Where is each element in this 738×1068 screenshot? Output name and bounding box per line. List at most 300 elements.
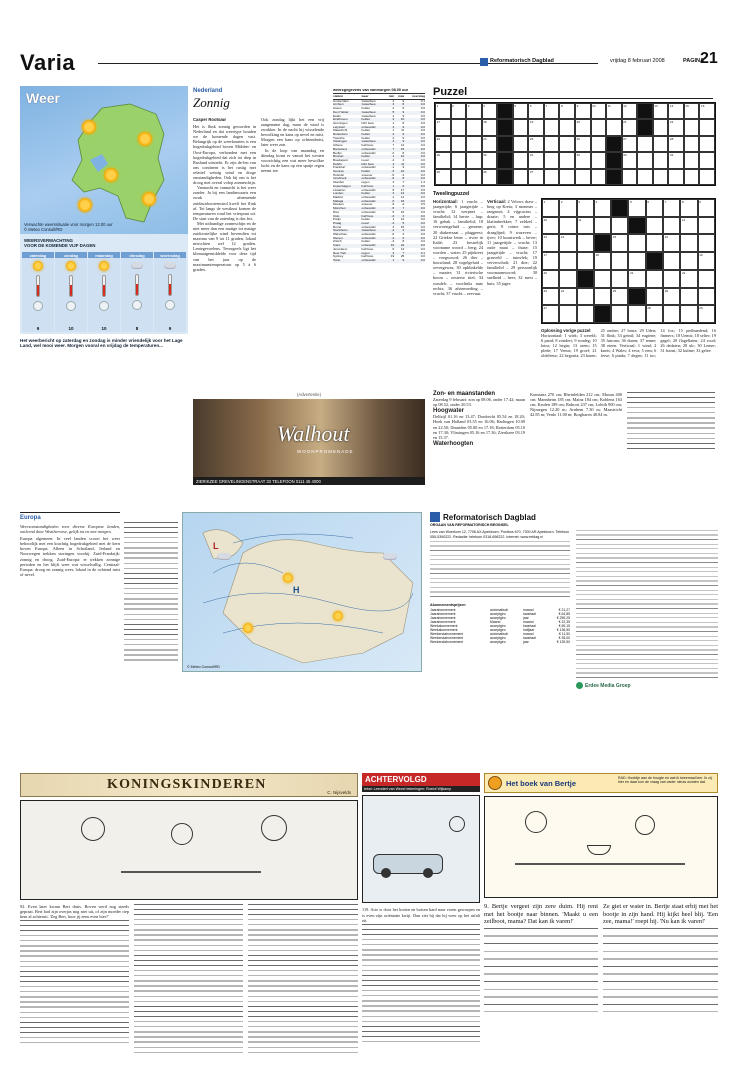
crossword-cell-number: 4 xyxy=(483,104,485,108)
crossword-cell[interactable] xyxy=(606,119,622,135)
weather-table-cell: nevel xyxy=(361,157,369,162)
sun-icon xyxy=(243,623,253,633)
crossword-cell[interactable] xyxy=(435,136,451,152)
forecast-day xyxy=(55,252,87,332)
crossword-cell[interactable] xyxy=(513,136,529,152)
crossword-cell[interactable] xyxy=(513,103,529,119)
figure-sketch xyxy=(525,811,547,833)
forecast-day xyxy=(88,252,120,332)
crossword-cell[interactable] xyxy=(663,288,680,306)
walhout-brand: Walhout xyxy=(277,421,350,446)
crossword-cell[interactable] xyxy=(663,199,680,217)
crossword-cell[interactable] xyxy=(577,288,594,306)
weather-table-cell: -3 xyxy=(391,213,395,218)
crossword-cell[interactable] xyxy=(528,169,544,185)
abonnement-cell: € 139,50 xyxy=(556,640,570,645)
table-sketch xyxy=(121,871,261,873)
crossword-cell[interactable] xyxy=(594,199,611,217)
crossword-cell[interactable] xyxy=(513,169,529,185)
crossword-cell-number: 34 xyxy=(669,153,674,158)
crossword-cell[interactable] xyxy=(698,288,715,306)
crossword-cell[interactable] xyxy=(435,152,451,168)
crossword-cell-number: 31 xyxy=(529,153,534,158)
crossword-cell[interactable] xyxy=(575,103,591,119)
crossword-cell[interactable] xyxy=(451,103,467,119)
crossword-cell[interactable] xyxy=(482,152,498,168)
crossword-cell-number: 32 xyxy=(576,153,580,158)
crossword-cell[interactable] xyxy=(591,169,607,185)
crossword-cell[interactable] xyxy=(466,103,482,119)
crossword-cell[interactable] xyxy=(699,103,715,119)
crossword-cell-number: 3 xyxy=(578,200,580,204)
crossword-cell xyxy=(497,136,513,152)
crossword-cell[interactable] xyxy=(699,119,715,135)
crossword-cell[interactable] xyxy=(559,169,575,185)
crossword-cell xyxy=(594,305,611,323)
crossword-cell[interactable] xyxy=(680,217,697,235)
weather-table-cell: helder xyxy=(361,117,371,122)
crossword-cell-number: 20 xyxy=(576,120,580,125)
crossword-cell[interactable] xyxy=(577,305,594,323)
crossword-cell[interactable] xyxy=(698,270,715,288)
weather-table-cell: 9 xyxy=(402,124,405,129)
forecast-day xyxy=(121,252,153,332)
crossword-cell[interactable] xyxy=(559,152,575,168)
cloud-icon xyxy=(217,553,231,560)
koningskinderen-title: KONINGSKINDEREN xyxy=(107,777,267,792)
crossword-cell-number: 29 xyxy=(699,306,703,311)
weather-table-cell: zwaarbew. xyxy=(361,113,377,118)
boat-sketch xyxy=(587,845,611,855)
weather-table-cell: 1 xyxy=(392,154,395,159)
crossword-cell[interactable] xyxy=(594,270,611,288)
weather-table-cell: -4 xyxy=(401,202,405,207)
crossword-cell-number: 6 xyxy=(647,200,650,204)
weather-table-cell: 0.0 xyxy=(420,169,425,174)
weather-table-cell: 0.0 xyxy=(420,209,425,214)
weer-title: Weer xyxy=(26,90,60,106)
crossword-cell[interactable] xyxy=(680,270,697,288)
crossword-cell[interactable] xyxy=(594,288,611,306)
thermometer-icon xyxy=(36,275,40,297)
weather-table-cell: 9 xyxy=(402,257,405,262)
koningskinderen-strip xyxy=(20,773,358,1063)
crossword-cell[interactable] xyxy=(628,252,645,270)
koningskinderen-banner xyxy=(20,773,358,797)
crossword-cell[interactable] xyxy=(646,199,663,217)
forecast-day-label: woensdag xyxy=(154,252,186,258)
forecast-day-label: zaterdag xyxy=(22,252,54,258)
crossword-cell[interactable] xyxy=(646,288,663,306)
crossword-cell[interactable] xyxy=(466,136,482,152)
abonnement-cell: Weekabonnement xyxy=(430,628,458,633)
crossword-cell[interactable] xyxy=(698,234,715,252)
europa-intro: Weersomstandigheden voor diverse Europese landen, ontleend door Weatherwise, gelijk tot en met morgen. xyxy=(20,524,120,535)
weather-table-cell: 0.0 xyxy=(420,176,425,181)
weather-table-cell: 3.1 xyxy=(420,250,425,255)
cloud-icon xyxy=(383,553,397,560)
crossword-cell[interactable] xyxy=(513,152,529,168)
nederland-kicker: Nederland xyxy=(193,88,223,94)
weather-table-cell: -1 xyxy=(391,194,395,199)
weather-table-cell: Genève xyxy=(333,169,344,174)
weather-table-cell: -1 xyxy=(401,172,405,177)
crossword-cell xyxy=(577,270,594,288)
crossword-cell[interactable] xyxy=(646,234,663,252)
weather-table-cell: 15 xyxy=(400,146,405,151)
crossword-cell[interactable] xyxy=(542,234,559,252)
crossword-cell[interactable] xyxy=(622,152,638,168)
crossword-cell[interactable] xyxy=(698,252,715,270)
crossword-cell-number: 33 xyxy=(623,153,627,158)
crossword-cell[interactable] xyxy=(628,234,645,252)
crossword-cell[interactable] xyxy=(611,217,628,235)
crossword-cell[interactable] xyxy=(466,119,482,135)
crossword-cell[interactable] xyxy=(542,288,559,306)
weather-table-cell: 3 xyxy=(392,224,395,229)
crossword-cell[interactable] xyxy=(622,103,638,119)
crossword-cell[interactable] xyxy=(637,136,653,152)
weather-table-cell: zwaarbew. xyxy=(361,228,377,233)
crossword-cell[interactable] xyxy=(594,252,611,270)
crossword-cell[interactable] xyxy=(528,103,544,119)
weather-table-cell: half bew. xyxy=(361,183,374,188)
crossword-cell[interactable] xyxy=(653,119,669,135)
abonnement-cell: automatisch xyxy=(490,632,509,637)
crossword-cell[interactable] xyxy=(542,217,559,235)
weather-table-cell: helder xyxy=(361,169,371,174)
crossword-cell[interactable] xyxy=(542,270,559,288)
crossword-cell[interactable] xyxy=(668,169,684,185)
crossword-cell[interactable] xyxy=(575,136,591,152)
crossword-cell[interactable] xyxy=(628,305,645,323)
crossword-cell[interactable] xyxy=(684,169,700,185)
hoogwater-title: Hoogwater xyxy=(433,408,465,415)
crossword-cell[interactable] xyxy=(435,119,451,135)
crossword-cell[interactable] xyxy=(622,119,638,135)
weather-table-cell: onbewolkt xyxy=(361,124,376,129)
crossword-cell[interactable] xyxy=(591,152,607,168)
crossword-cell[interactable] xyxy=(653,152,669,168)
crossword-cell[interactable] xyxy=(646,217,663,235)
forecast-temp: 9 xyxy=(36,326,40,331)
crossword-cell-number: 22 xyxy=(681,270,686,275)
abonnement-cell: maand xyxy=(523,632,534,637)
bertje-episode-right: Ze giet er water in. Bertje staat erbij met het bootje in zijn hand. Hij kijkt heel blij. 'Een zee, mama!' roept hij. 'Nu kan ik varen!' xyxy=(603,903,718,926)
crossword-cell[interactable] xyxy=(544,103,560,119)
abonnement-cell: € 11,50 xyxy=(558,632,570,637)
crossword-cell[interactable] xyxy=(680,252,697,270)
abonnement-cell: € 69,15 xyxy=(558,624,570,628)
crossword-cell[interactable] xyxy=(559,119,575,135)
weather-table-cell: 4 xyxy=(392,139,395,144)
crossword-cell[interactable] xyxy=(668,136,684,152)
crossword-cell[interactable] xyxy=(622,136,638,152)
weather-table-cell: Innsbruck xyxy=(333,176,347,181)
crossword-cell-number: 16 xyxy=(701,104,705,108)
crossword-cell-number: 36 xyxy=(483,169,487,174)
crossword-cell[interactable] xyxy=(528,119,544,135)
weather-table-cell: Athene xyxy=(333,143,343,148)
weather-table-cell: Rotterdam xyxy=(333,132,348,137)
europa-kicker: Europa xyxy=(20,512,120,521)
crossword-cell[interactable] xyxy=(637,152,653,168)
crossword-cell[interactable] xyxy=(663,217,680,235)
weather-table-cell: Istanbul xyxy=(333,180,344,185)
crossword-cell[interactable] xyxy=(559,136,575,152)
crossword-cell[interactable] xyxy=(653,169,669,185)
weather-table-cell: 17 xyxy=(400,187,405,192)
weather-table-cell: 1.4 xyxy=(420,180,425,185)
crossword-cell-number: 15 xyxy=(685,104,689,108)
crossword-cell[interactable] xyxy=(653,136,669,152)
crossword-cell[interactable] xyxy=(513,119,529,135)
sun-icon xyxy=(66,261,76,271)
weather-table-cell: 0.0 xyxy=(420,198,425,203)
crossword-cell[interactable] xyxy=(542,305,559,323)
crossword-cell[interactable] xyxy=(611,252,628,270)
weather-table-cell: Kopenhagen xyxy=(333,183,351,188)
abonnement-cell: Weekendabonnement xyxy=(430,640,464,645)
crossword-cell[interactable] xyxy=(698,305,715,323)
crossword-cell-number: 4 xyxy=(595,200,598,204)
weather-table-cell: 0.0 xyxy=(420,135,425,140)
abonnement-cell: Jaarabonnement xyxy=(430,619,456,624)
weather-table-cell: 9 xyxy=(402,132,405,137)
crossword-cell[interactable] xyxy=(699,152,715,168)
bertje-logo-icon xyxy=(488,776,502,790)
crossword-cell-number: 12 xyxy=(623,104,627,108)
abonnement-cell: Jaarabonnement xyxy=(430,607,456,612)
weather-table-cell: 0.0 xyxy=(420,128,425,133)
weather-table-cell: helder xyxy=(361,128,371,133)
weather-table-cell: 4 xyxy=(402,157,405,162)
crossword-cell[interactable] xyxy=(559,288,576,306)
crossword-cell[interactable] xyxy=(435,103,451,119)
sun-icon xyxy=(283,573,293,583)
crossword-cell[interactable] xyxy=(482,169,498,185)
crossword-cell[interactable] xyxy=(699,169,715,185)
weather-table-cell: 6 xyxy=(402,183,405,188)
weather-table-cell: 9 xyxy=(402,139,405,144)
europe-map-drawing xyxy=(183,513,423,673)
wind-icon xyxy=(132,300,142,310)
crossword-cell[interactable] xyxy=(680,234,697,252)
crossword-cell[interactable] xyxy=(668,103,684,119)
weather-table-cell: Barcelona xyxy=(333,146,347,151)
abonnement-cell: acceptgiro xyxy=(490,611,506,616)
bertje-title: Het boek van Bertje xyxy=(506,778,577,788)
colofon-lines xyxy=(576,530,718,680)
bertje-col-1 xyxy=(484,903,598,1012)
crossword-cell[interactable] xyxy=(559,199,576,217)
abonnement-cell: kwartaal xyxy=(523,611,536,616)
crossword-cell[interactable] xyxy=(575,119,591,135)
weather-table-cell: regen xyxy=(361,180,370,185)
weather-table-cell: 14 xyxy=(400,143,405,148)
crossword-cell[interactable] xyxy=(542,252,559,270)
colofon-lines xyxy=(430,541,570,601)
weather-table-cell: Groningen xyxy=(333,120,348,125)
crossword-cell[interactable] xyxy=(544,169,560,185)
crossword-cell[interactable] xyxy=(577,234,594,252)
crossword-cell[interactable] xyxy=(559,270,576,288)
weather-table-cell: Twenthe xyxy=(333,135,345,140)
sun-icon xyxy=(138,132,152,146)
crossword-cell[interactable] xyxy=(466,169,482,185)
crossword-cell[interactable] xyxy=(482,136,498,152)
svg-text:L: L xyxy=(213,541,219,551)
crossword-cell[interactable] xyxy=(698,217,715,235)
crossword-cell-number: 25 xyxy=(612,288,617,293)
koningskinderen-col-2 xyxy=(134,904,243,1054)
crossword-cell[interactable] xyxy=(668,119,684,135)
weather-table-cell: 9 xyxy=(402,98,405,103)
weather-table-cell: 0.0 xyxy=(420,165,425,170)
crossword-cell[interactable] xyxy=(611,305,628,323)
weather-table-cell: Stockholm xyxy=(333,228,348,233)
crossword-cell[interactable] xyxy=(451,152,467,168)
oplossing-horizontaal: Horizontaal: 1 wiek; 3 wereld; 6 pand; 8 zondert; 9 rondeg; 10 lutra; 12 begin; 13 orem; 15 plede; 17 Venus; 19 groef; 21 oldeleeur; 22 begonia; 23 baren; 25 omber; 27 bruiz; 29 Uden; 31 flink; 33 geinil; 34 eugiene; 35 lutroan; 36 duren; 37 tenne; 38 eteen. xyxy=(541,328,657,359)
crossword-cell[interactable] xyxy=(544,152,560,168)
crossword-cell[interactable] xyxy=(544,136,560,152)
crossword-cell[interactable] xyxy=(559,252,576,270)
weather-table-cell: onbewolkt xyxy=(361,232,376,237)
weather-table-cell: helder xyxy=(361,106,371,111)
crossword-cell[interactable] xyxy=(575,152,591,168)
crossword-cell[interactable] xyxy=(606,103,622,119)
crossword-cell[interactable] xyxy=(653,103,669,119)
weather-table-cell: zwaarbew. xyxy=(361,109,377,114)
crossword-grid-2 xyxy=(541,198,716,324)
crossword-cell[interactable] xyxy=(577,199,594,217)
crossword-cell[interactable] xyxy=(684,119,700,135)
crossword-cell[interactable] xyxy=(435,169,451,185)
europa-col-2 xyxy=(124,522,178,662)
weather-table-cell: zwaarbew. xyxy=(361,139,377,144)
crossword-cell[interactable] xyxy=(680,199,697,217)
bertje-lines xyxy=(603,928,718,1012)
crossword-cell[interactable] xyxy=(611,288,628,306)
crossword-cell[interactable] xyxy=(646,270,663,288)
koningskinderen-author: C. Nijsvelds xyxy=(327,790,351,795)
crossword-cell[interactable] xyxy=(646,305,663,323)
netherlands-map xyxy=(60,100,170,226)
crossword-cell-number: 28 xyxy=(669,136,674,141)
crossword-cell[interactable] xyxy=(637,169,653,185)
nederland-byline: Casper Rootsaw xyxy=(193,117,226,122)
weather-table-cell: 0.5 xyxy=(420,202,425,207)
crossword-cell[interactable] xyxy=(684,136,700,152)
crossword-cell[interactable] xyxy=(559,217,576,235)
crossword-cell[interactable] xyxy=(575,169,591,185)
weather-table-cell: licht bew. xyxy=(361,161,375,166)
weather-table-cell: 8 xyxy=(402,106,405,111)
crossword-cell[interactable] xyxy=(684,103,700,119)
table-sketch xyxy=(515,863,685,865)
weather-table-cell: 9 xyxy=(402,109,405,114)
abonnement-cell: Weekendabonnement xyxy=(430,632,464,637)
crossword-cell[interactable] xyxy=(559,103,575,119)
weather-table-cell: Warschau xyxy=(333,232,347,237)
abonnement-row xyxy=(430,640,570,644)
crossword-cell[interactable] xyxy=(482,119,498,135)
crossword-cell[interactable] xyxy=(542,199,559,217)
crossword-cell[interactable] xyxy=(684,152,700,168)
weather-table-cell: -6 xyxy=(391,176,395,181)
crossword-cell[interactable] xyxy=(482,103,498,119)
crossword-cell[interactable] xyxy=(577,217,594,235)
crossword-cell[interactable] xyxy=(528,136,544,152)
crossword-cell[interactable] xyxy=(528,152,544,168)
crossword-cell[interactable] xyxy=(451,136,467,152)
crossword-cell[interactable] xyxy=(591,103,607,119)
crossword-cell[interactable] xyxy=(577,252,594,270)
weather-table-cell: 15 xyxy=(400,224,405,229)
crossword-cell[interactable] xyxy=(622,169,638,185)
crossword-cell[interactable] xyxy=(451,119,467,135)
crossword-cell[interactable] xyxy=(544,119,560,135)
weather-table-cell: Berlijn xyxy=(333,150,342,155)
nederland-para: Met uitbundige zonneschijn en de niet meer dan een matige tot matige zuidoostelijke wind bovendien tot maxima van 9 tot 11 graden, lokaal misschien wel 12 graden. Lentegevoelens. Tevergeefs ligt het klimaatgemiddelde voor deze tijd van het jaar op de maximumtemperatuur op 5 à 6 graden. xyxy=(193,220,256,272)
crossword-cell-number: 22 xyxy=(669,120,674,125)
crossword-cell[interactable] xyxy=(628,199,645,217)
weather-table-cell: 13 xyxy=(400,246,405,251)
achtervolgd-lines xyxy=(362,924,480,1042)
crossword-cell[interactable] xyxy=(559,234,576,252)
crossword-cell[interactable] xyxy=(699,136,715,152)
header-paper-name: Reformatorisch Dagblad xyxy=(490,58,554,64)
crossword-cell-number: 28 xyxy=(647,306,651,311)
crossword-cell[interactable] xyxy=(698,199,715,217)
koningskinderen-panel xyxy=(20,800,358,900)
crossword-cell-number: 7 xyxy=(664,200,667,204)
crossword-grid-1 xyxy=(434,102,716,186)
crossword-cell[interactable] xyxy=(591,136,607,152)
crossword-cell-number: 23 xyxy=(543,288,547,293)
crossword-cell[interactable] xyxy=(559,305,576,323)
weather-table-cell: 0.0 xyxy=(420,257,425,262)
erdee-logo-icon xyxy=(576,682,583,689)
crossword-cell[interactable] xyxy=(663,252,680,270)
weather-table-cell: 8 xyxy=(392,187,395,192)
crossword-cell[interactable] xyxy=(663,270,680,288)
crossword-cell[interactable] xyxy=(663,305,680,323)
crossword-cell xyxy=(594,234,611,252)
crossword-cell[interactable] xyxy=(594,217,611,235)
crossword-cell-number: 16 xyxy=(664,235,669,240)
sun-icon xyxy=(82,120,96,134)
crossword-cell[interactable] xyxy=(611,234,628,252)
wind-icon xyxy=(99,301,109,311)
crossword-cell-number: 14 xyxy=(560,235,565,240)
crossword-cell[interactable] xyxy=(663,234,680,252)
walhout-photo xyxy=(193,399,425,477)
crossword-cell[interactable] xyxy=(680,305,697,323)
crossword-cell[interactable] xyxy=(680,288,697,306)
crossword-cell-number: 12 xyxy=(681,217,686,222)
crossword-cell[interactable] xyxy=(628,270,645,288)
crossword-cell[interactable] xyxy=(591,119,607,135)
abonnement-cell: halfjaar xyxy=(523,628,535,633)
crossword-cell[interactable] xyxy=(668,152,684,168)
weather-table-cell: 8 xyxy=(402,120,405,125)
crossword-cell[interactable] xyxy=(611,270,628,288)
crossword-cell[interactable] xyxy=(466,152,482,168)
crossword-cell[interactable] xyxy=(451,169,467,185)
weather-table-header: min xyxy=(385,95,394,99)
weather-table-cell: helder xyxy=(361,191,371,196)
